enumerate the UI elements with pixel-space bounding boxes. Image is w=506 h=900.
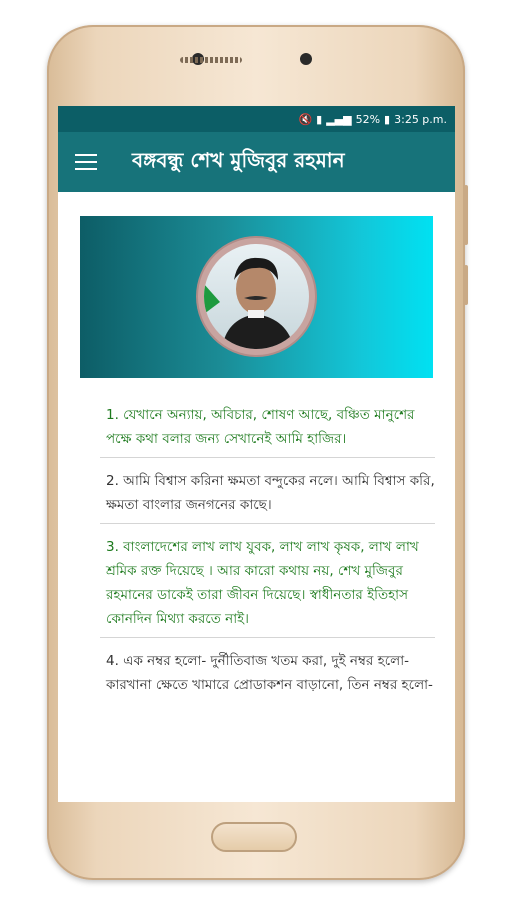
list-item <box>100 466 435 524</box>
list-item <box>100 532 435 638</box>
signal-icon: ▂▄▆ <box>326 112 352 126</box>
status-bar <box>58 106 455 132</box>
quote-text: 2. আমি বিশ্বাস করিনা ক্ষমতা বন্দুকের নলে। আমি বিশ্বাস করি, ক্ষমতা বাংলার জনগনের কাছে। <box>106 473 435 513</box>
quote-text: 3. বাংলাদেশের লাখ লাখ যুবক, লাখ লাখ কৃষক, লাখ লাখ শ্রমিক রক্ত দিয়েছে । আর কারো কথায় নয়, শেখ মুজিবুর রহমানের ডাকেই তারা জীবন দিয়েছে। স্বাধীনতার ইতিহাস কোনদিন মিথ্যা করতে নাই। <box>106 539 419 627</box>
mute-icon: 🔇 <box>298 112 313 126</box>
battery-percent: 52% <box>355 112 381 126</box>
app-toolbar <box>58 132 455 192</box>
portrait-photo <box>198 238 315 355</box>
home-button[interactable] <box>211 822 297 852</box>
list-item <box>100 646 435 703</box>
volume-button <box>464 265 468 305</box>
list-item <box>100 400 435 458</box>
power-button <box>464 185 468 245</box>
quote-text: 1. যেখানে অন্যায়, অবিচার, শোষণ আছে, বঞ্চিত মানুশের পক্ষে কথা বলার জন্য সেখানেই আমি হাজির। <box>106 407 415 447</box>
quote-list <box>100 400 435 711</box>
sensor-icon <box>300 53 312 65</box>
hamburger-icon[interactable] <box>75 154 97 170</box>
clock: 3:25 p.m. <box>394 112 447 126</box>
battery-icon: ▮ <box>384 112 391 126</box>
quote-text: 4. এক নম্বর হলো- দুর্নীতিবাজ খতম করা, দুই নম্বর হলো-কারখানা ক্ষেতে খামারে প্রোডাকশন বাড়ানো, তিন নম্বর হলো- <box>106 653 433 693</box>
sim-icon: ▮ <box>316 112 323 126</box>
speaker-grille <box>180 57 242 63</box>
app-screen <box>58 106 455 802</box>
page-title: বঙ্গবন্ধু শেখ মুজিবুর রহমান <box>132 147 345 172</box>
banner <box>80 216 433 378</box>
